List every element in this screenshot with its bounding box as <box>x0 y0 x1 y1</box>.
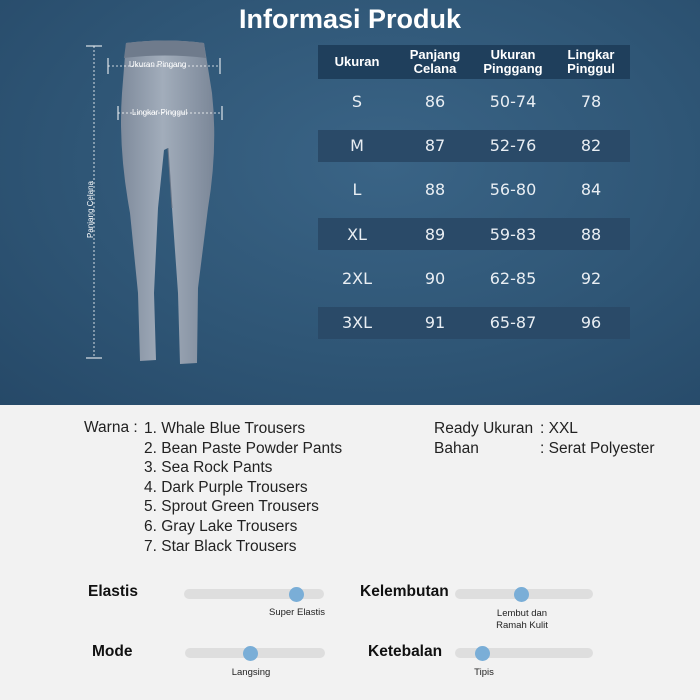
table-row <box>318 130 630 162</box>
cell-hip: 78 <box>580 91 602 111</box>
cell-hip: 88 <box>580 224 602 244</box>
ready-size-label: Ready Ukuran <box>434 420 534 437</box>
table-row <box>318 256 630 301</box>
cell-length: 90 <box>424 268 446 288</box>
list-item: 3. Sea Rock Pants <box>144 459 273 477</box>
cell-hip: 84 <box>580 180 602 200</box>
header-length: Panjang Celana <box>409 47 461 76</box>
page-title: Informasi Produk <box>238 4 462 34</box>
kelembutan-title: Kelembutan <box>360 583 449 600</box>
elastis-knob <box>289 587 304 602</box>
material-value: : Serat Polyester <box>540 439 655 457</box>
mode-scale <box>185 648 325 658</box>
cell-length: 86 <box>424 91 446 111</box>
length-measure-label: Panjang Celana <box>85 181 95 238</box>
cell-hip: 82 <box>580 136 602 155</box>
cell-hip: 92 <box>580 268 602 288</box>
cell-length: 91 <box>424 313 446 332</box>
cell-size: 2XL <box>341 268 373 288</box>
product-details <box>434 419 655 458</box>
elastis-title: Elastis <box>88 583 138 600</box>
mode-title: Mode <box>92 643 133 660</box>
hip-measure-label: Lingkar Pinggul <box>132 108 188 117</box>
cell-waist: 56-80 <box>489 180 537 200</box>
cell-waist: 52-76 <box>489 136 537 155</box>
cell-length: 88 <box>424 180 446 200</box>
cell-length: 87 <box>424 136 446 155</box>
cell-size: 3XL <box>341 313 373 332</box>
cell-waist: 65-87 <box>489 313 537 332</box>
table-row <box>318 168 630 213</box>
header-waist: Ukuran Pinggang <box>483 47 543 76</box>
cell-size: L <box>352 180 362 200</box>
size-table-header <box>318 45 630 79</box>
leggings-illustration <box>80 38 240 368</box>
table-row <box>318 218 630 250</box>
list-item: 2. Bean Paste Powder Pants <box>144 439 343 457</box>
cell-size: M <box>350 136 364 155</box>
list-item: 4. Dark Purple Trousers <box>144 478 308 496</box>
ketebalan-scale <box>455 648 593 658</box>
cell-hip: 96 <box>580 313 602 332</box>
list-item: 1. Whale Blue Trousers <box>144 420 306 437</box>
ready-size-value: : XXL <box>540 420 578 437</box>
color-label: Warna : <box>84 419 138 436</box>
kelembutan-caption-line2: Ramah Kulit <box>496 620 548 631</box>
table-row <box>318 307 630 339</box>
mode-knob <box>243 646 258 661</box>
cell-waist: 50-74 <box>489 91 537 111</box>
cell-length: 89 <box>424 224 446 244</box>
ketebalan-caption: Tipis <box>474 667 494 678</box>
table-row <box>318 79 630 124</box>
material-label: Bahan <box>434 439 479 457</box>
elastis-caption: Super Elastis <box>269 607 325 618</box>
cell-waist: 59-83 <box>489 224 537 244</box>
kelembutan-caption <box>472 608 572 632</box>
elastis-scale <box>184 589 324 599</box>
kelembutan-scale <box>455 589 593 599</box>
ketebalan-title: Ketebalan <box>368 643 443 660</box>
header-hip: Lingkar Pinggul <box>567 47 615 76</box>
ketebalan-knob <box>475 646 490 661</box>
mode-caption: Langsing <box>231 667 271 678</box>
cell-size: XL <box>347 224 367 244</box>
list-item: 7. Star Black Trousers <box>144 537 297 555</box>
size-table <box>318 45 630 345</box>
cell-size: S <box>351 91 363 111</box>
list-item: 5. Sprout Green Trousers <box>144 498 319 516</box>
list-item: 6. Gray Lake Trousers <box>144 517 298 535</box>
cell-waist: 62-85 <box>489 268 537 288</box>
header-size: Ukuran <box>334 54 380 69</box>
kelembutan-knob <box>514 587 529 602</box>
color-list <box>144 419 342 556</box>
kelembutan-caption-line1: Lembut dan <box>496 608 548 619</box>
waist-measure-label: Ukuran Pingang <box>129 60 187 69</box>
